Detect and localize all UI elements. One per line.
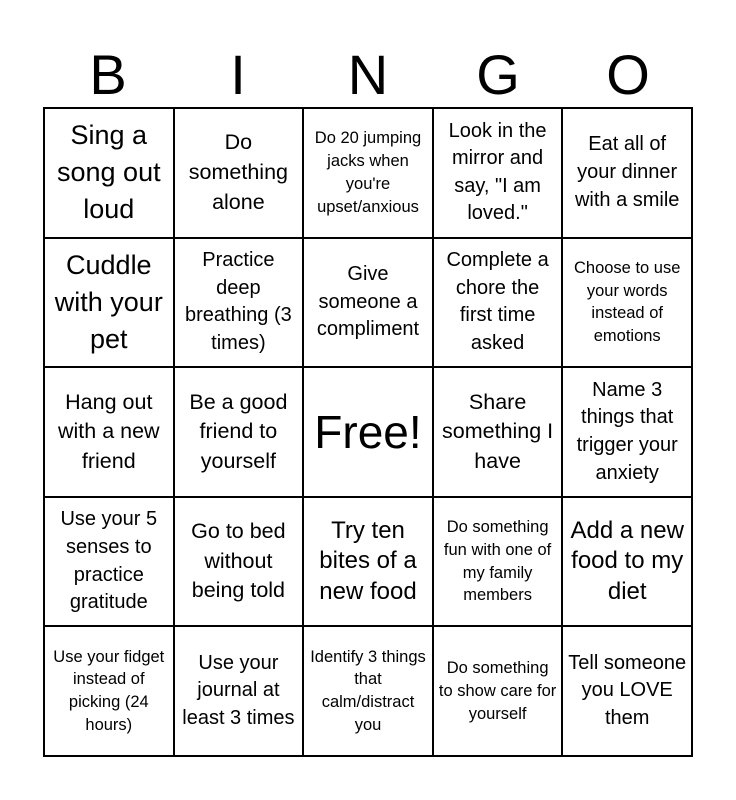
bingo-cell — [433, 108, 563, 238]
cell-text: Do something alone — [188, 130, 288, 214]
cell-text: Use your journal at least 3 times — [182, 651, 295, 729]
bingo-header — [43, 42, 693, 108]
bingo-cell — [433, 497, 563, 627]
bingo-cell — [303, 108, 433, 238]
cell-text: Sing a song out loud — [57, 119, 161, 225]
cell-text: Identify 3 things that calm/distract you — [310, 647, 426, 734]
cell-text: Eat all of your dinner with a smile — [574, 133, 680, 211]
cell-text: Tell someone you LOVE them — [568, 651, 687, 729]
cell-text: Name 3 things that trigger your anxiety — [576, 378, 678, 484]
bingo-cell — [44, 626, 174, 756]
cell-text: Hang out with a new friend — [58, 389, 160, 473]
cell-text: Go to bed without being told — [191, 519, 286, 603]
cell-text: Do something to show care for yourself — [438, 659, 557, 723]
bingo-cell — [44, 238, 174, 368]
bingo-cell — [562, 497, 692, 627]
bingo-cell — [44, 497, 174, 627]
header-letter-b: B — [89, 43, 127, 106]
bingo-cell — [174, 367, 304, 497]
cell-text: Cuddle with your pet — [54, 249, 163, 355]
cell-text: Use your 5 senses to practice gratitude — [60, 508, 158, 614]
header-letter-n: N — [347, 43, 389, 106]
bingo-cell — [174, 108, 304, 238]
cell-text: Use your fidget instead of picking (24 hours) — [53, 647, 165, 734]
free-text: Free! — [314, 405, 422, 458]
bingo-cell — [433, 626, 563, 756]
header-letter-i: I — [230, 43, 246, 106]
cell-text: Practice deep breathing (3 times) — [185, 249, 292, 354]
cell-text: Be a good friend to yourself — [189, 389, 288, 473]
bingo-cell — [174, 238, 304, 368]
bingo-cell — [174, 497, 304, 627]
bingo-grid — [43, 107, 693, 757]
bingo-cell — [562, 238, 692, 368]
cell-text: Choose to use your words instead of emotions — [573, 258, 681, 346]
bingo-cell — [433, 238, 563, 368]
free-cell — [303, 367, 433, 497]
bingo-cell — [562, 626, 692, 756]
bingo-cell — [562, 367, 692, 497]
bingo-cell — [44, 367, 174, 497]
cell-text: Complete a chore the first time asked — [446, 249, 549, 354]
bingo-cell — [303, 238, 433, 368]
cell-text: Share something I have — [442, 389, 554, 473]
bingo-cell — [303, 497, 433, 627]
bingo-cell — [303, 626, 433, 756]
cell-text: Give someone a compliment — [316, 263, 420, 341]
bingo-cell — [44, 108, 174, 238]
bingo-cell — [433, 367, 563, 497]
header-letter-g: G — [476, 43, 520, 106]
header-letter-o: O — [606, 43, 650, 106]
cell-text: Add a new food to my diet — [570, 516, 684, 605]
cell-text: Look in the mirror and say, "I am loved." — [448, 119, 547, 225]
bingo-cell — [174, 626, 304, 756]
cell-text: Do something fun with one of my family members — [443, 518, 552, 605]
cell-text: Do 20 jumping jacks when you're upset/anxious — [314, 129, 422, 216]
bingo-cell — [562, 108, 692, 238]
cell-text: Try ten bites of a new food — [319, 516, 417, 605]
